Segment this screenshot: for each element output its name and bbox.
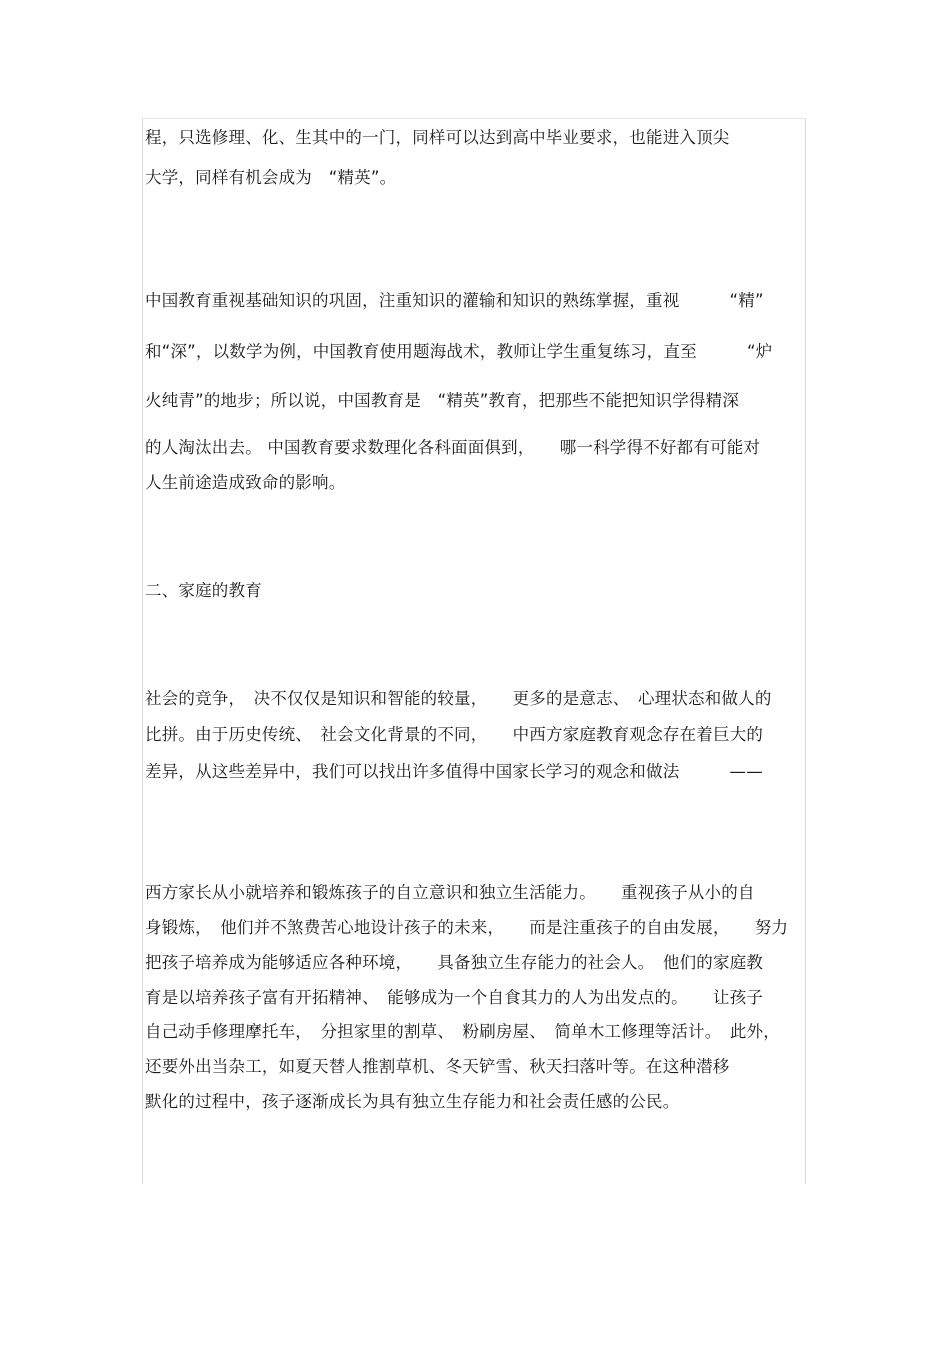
- text-line: 社会的竞争， 决不仅仅是知识和智能的较量， 更多的是意志、 心理状态和做人的: [145, 689, 772, 708]
- heading-text: 二、家庭的教育: [145, 581, 262, 600]
- text-line: 默化的过程中，孩子逐渐成长为具有独立生存能力和社会责任感的公民。: [145, 1092, 680, 1111]
- text-line: 自己动手修理摩托车， 分担家里的割草、 粉刷房屋、 简单木工修理等活计。 此外，: [145, 1022, 780, 1041]
- text-line: 还要外出当杂工，如夏天替人推割草机、冬天铲雪、秋天扫落叶等。在这种潜移: [145, 1057, 730, 1076]
- text-line: 程，只选修理、化、生其中的一门，同样可以达到高中毕业要求，也能进入顶尖: [145, 128, 730, 147]
- text-line: 身锻炼， 他们并不煞费苦心地设计孩子的未来， 而是注重孩子的自由发展， 努力: [145, 918, 789, 937]
- text-line: 火纯青”的地步；所以说，中国教育是 “精英”教育，把那些不能把知识学得精深: [145, 391, 740, 410]
- text-line: 差异，从这些差异中，我们可以找出许多值得中国家长学习的观念和做法 ——: [145, 762, 763, 781]
- text-line: 西方家长从小就培养和锻炼孩子的自立意识和独立生活能力。 重视孩子从小的自: [145, 883, 755, 902]
- text-line: 比拼。由于历史传统、 社会文化背景的不同， 中西方家庭教育观念存在着巨大的: [145, 725, 764, 744]
- text-line: 把孩子培养成为能够适应各种环境， 具备独立生存能力的社会人。 他们的家庭教: [145, 953, 764, 972]
- text-line: 和“深”，以数学为例，中国教育使用题海战术，教师让学生重复练习，直至 “炉: [145, 342, 773, 361]
- text-line: 大学，同样有机会成为 “精英”。: [145, 168, 397, 187]
- text-line: 育是以培养孩子富有开拓精神、 能够成为一个自食其力的人为出发点的。 让孩子: [145, 988, 764, 1007]
- text-line: 的人淘汰出去。 中国教育要求数理化各科面面俱到， 哪一科学得不好都有可能对: [145, 438, 761, 457]
- text-line: 中国教育重视基础知识的巩固，注重知识的灌输和知识的熟练掌握，重视 “精”: [145, 291, 764, 310]
- text-line: 人生前途造成致命的影响。: [145, 473, 346, 492]
